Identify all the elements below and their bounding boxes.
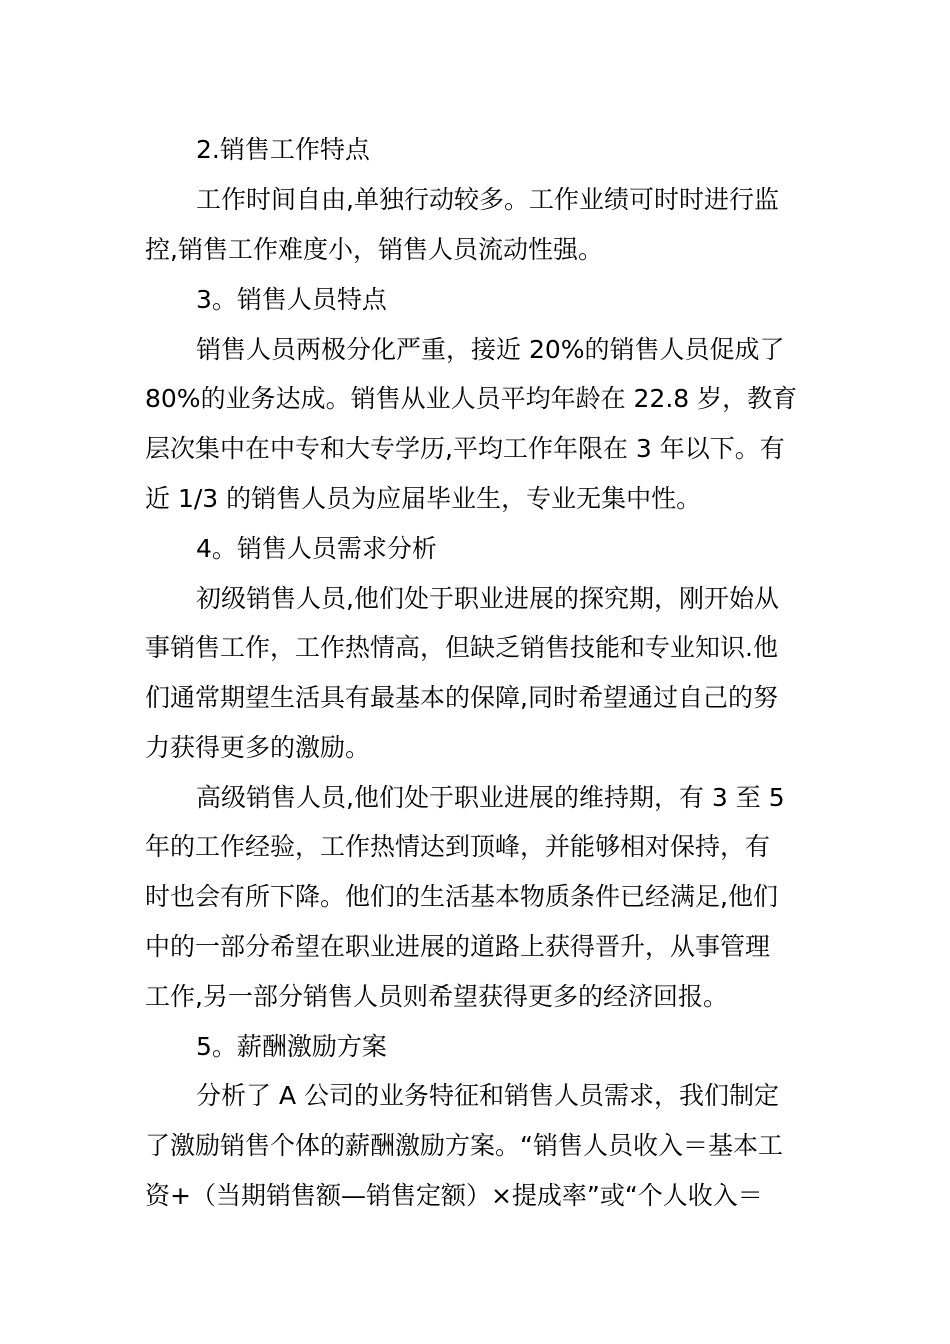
- paragraph-line: [0, 429, 950, 469]
- paragraph-line: [0, 479, 950, 519]
- paragraph-line: [0, 628, 950, 668]
- paragraph-line: [0, 379, 950, 419]
- paragraph-line: [0, 827, 950, 867]
- text-line: 4。销售人员需求分析: [196, 534, 437, 563]
- paragraph-line: [0, 579, 950, 619]
- heading-salesperson-features: [0, 280, 950, 320]
- paragraph-line: [0, 678, 950, 718]
- paragraph-line: [0, 977, 950, 1017]
- text-line: 们通常期望生活具有最基本的保障,同时希望通过自己的努: [145, 683, 778, 712]
- paragraph-line: [0, 927, 950, 967]
- paragraph-line: [0, 230, 950, 270]
- text-line: 控,销售工作难度小，销售人员流动性强。: [145, 235, 603, 264]
- text-line: 工作,另一部分销售人员则希望获得更多的经济回报。: [145, 982, 728, 1011]
- text-line: 销售人员两极分化严重，接近 20%的销售人员促成了: [196, 335, 785, 364]
- text-line: 中的一部分希望在职业进展的道路上获得晋升，从事管理: [145, 932, 771, 961]
- text-line: 80%的业务达成。销售从业人员平均年龄在 22.8 岁，教育: [145, 384, 798, 413]
- text-line: 分析了 A 公司的业务特征和销售人员需求，我们制定: [196, 1081, 779, 1110]
- text-line: 力获得更多的激励。: [145, 733, 371, 762]
- heading-salesperson-needs: [0, 529, 950, 569]
- paragraph-line: [0, 1176, 950, 1216]
- paragraph-line: [0, 728, 950, 768]
- text-line: 高级销售人员,他们处于职业进展的维持期，有 3 至 5: [196, 783, 785, 812]
- paragraph-line: [0, 1126, 950, 1166]
- text-line: 近 1/3 的销售人员为应届毕业生，专业无集中性。: [145, 484, 702, 513]
- text-line: 2.销售工作特点: [196, 135, 370, 164]
- heading-compensation-plan: [0, 1027, 950, 1067]
- paragraph-line: [0, 778, 950, 818]
- paragraph-line: [0, 1076, 950, 1116]
- text-line: 5。薪酬激励方案: [196, 1032, 387, 1061]
- text-line: 时也会有所下降。他们的生活基本物质条件已经满足,他们: [145, 882, 778, 911]
- text-line: 初级销售人员,他们处于职业进展的探究期，刚开始从: [196, 584, 779, 613]
- text-line: 工作时间自由,单独行动较多。工作业绩可时时进行监: [196, 185, 779, 214]
- paragraph-line: [0, 330, 950, 370]
- text-line: 了激励销售个体的薪酬激励方案。“销售人员收入＝基本工: [145, 1131, 783, 1160]
- text-line: 年的工作经验，工作热情达到顶峰，并能够相对保持，有: [145, 832, 771, 861]
- text-line: 3。销售人员特点: [196, 285, 387, 314]
- heading-sales-work-features: [0, 130, 950, 170]
- text-line: 资+（当期销售额—销售定额）×提成率”或“个人收入＝: [145, 1181, 763, 1210]
- text-line: 事销售工作，工作热情高，但缺乏销售技能和专业知识.他: [145, 633, 778, 662]
- paragraph-line: [0, 877, 950, 917]
- text-line: 层次集中在中专和大专学历,平均工作年限在 3 年以下。有: [145, 434, 785, 463]
- paragraph-line: [0, 180, 950, 220]
